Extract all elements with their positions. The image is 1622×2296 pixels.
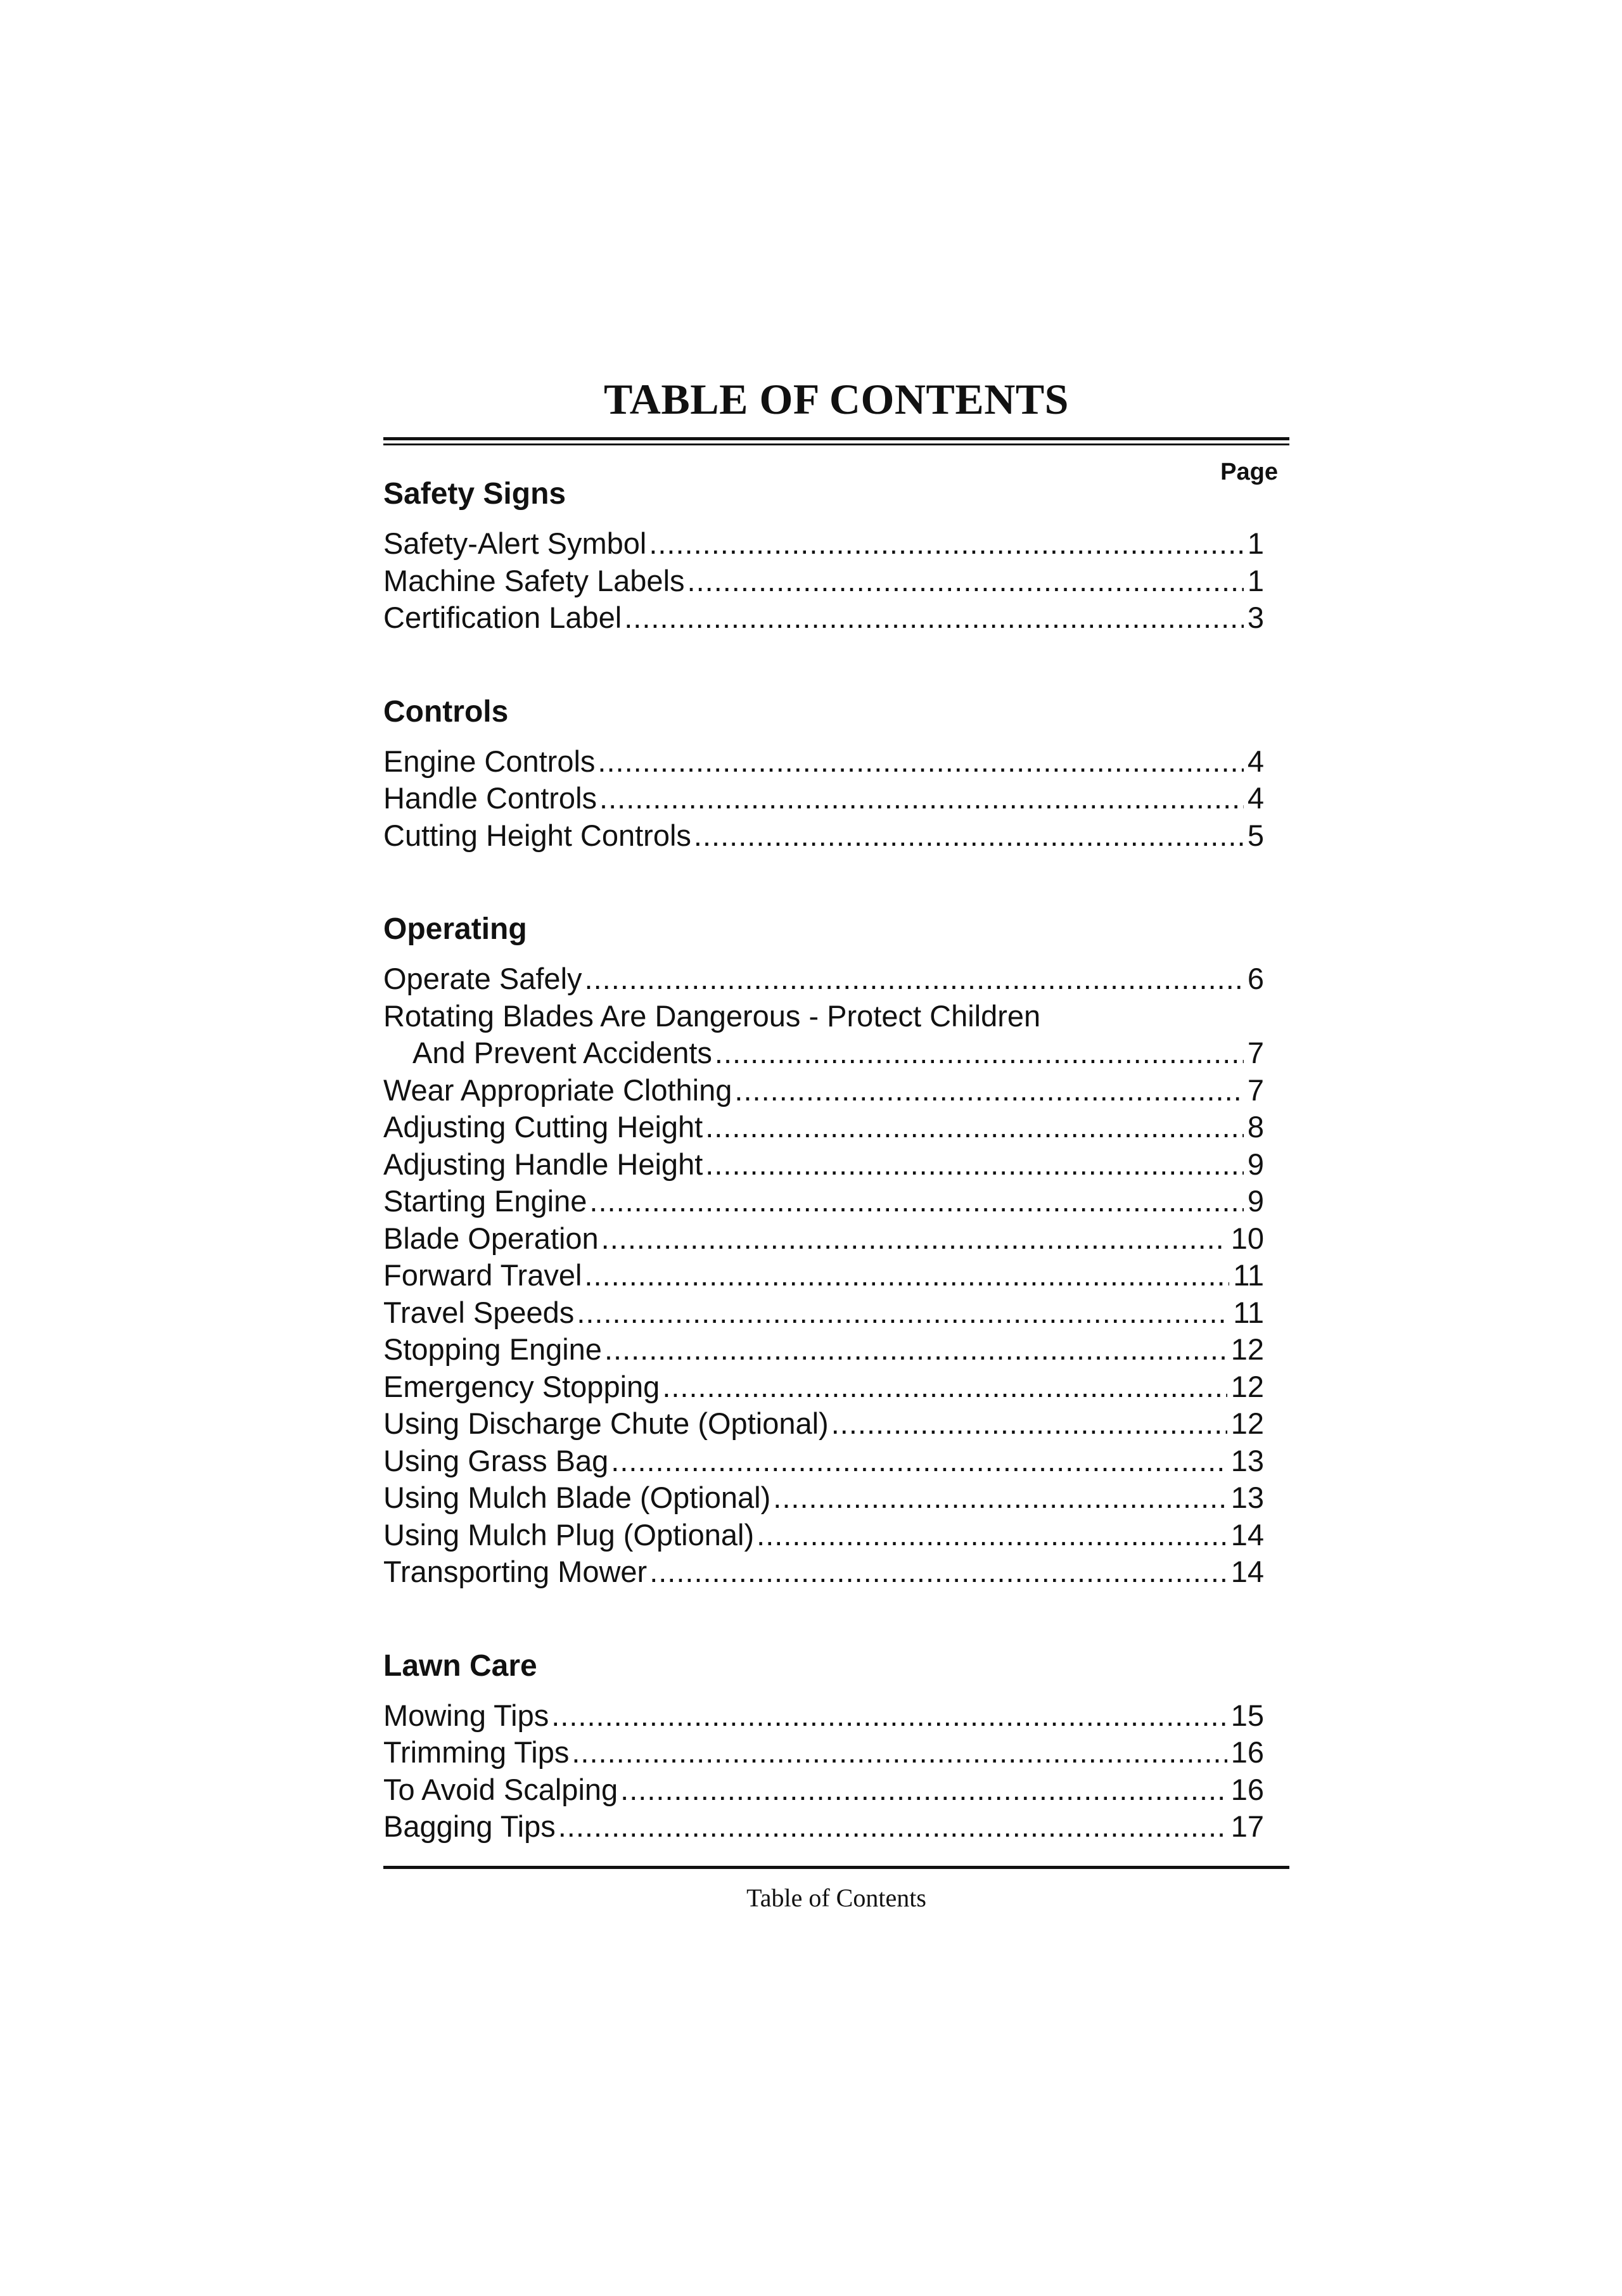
entry-page-number: 1: [1247, 526, 1264, 560]
entry-page-number: 11: [1233, 1258, 1264, 1292]
entry-label: Engine Controls: [383, 744, 596, 778]
entry-page-number: 9: [1247, 1184, 1264, 1218]
dot-leader: [572, 1734, 1227, 1771]
dot-leader: [715, 1035, 1244, 1072]
entry-page-number: 11: [1233, 1295, 1264, 1329]
dot-leader: [705, 1109, 1244, 1146]
entry-label: Certification Label: [383, 601, 622, 634]
entry-page-number: 12: [1230, 1369, 1264, 1403]
entry-page-number: 3: [1247, 601, 1264, 634]
entry-page-number: 16: [1230, 1772, 1264, 1806]
entry-label: Transporting Mower: [383, 1555, 648, 1588]
entry-label: Emergency Stopping: [383, 1369, 660, 1403]
dot-leader: [584, 1257, 1229, 1294]
dot-leader: [597, 743, 1243, 781]
entry-page-number: 7: [1247, 1036, 1264, 1069]
section-heading: Operating: [383, 912, 527, 946]
entry-page-number: 8: [1247, 1110, 1264, 1144]
entry-label: Adjusting Handle Height: [383, 1147, 703, 1181]
entry-page-number: 12: [1230, 1332, 1264, 1366]
section-heading: Lawn Care: [383, 1649, 537, 1683]
entry-label: And Prevent Accidents: [412, 1036, 712, 1069]
dot-leader: [620, 1771, 1227, 1809]
dot-leader: [734, 1072, 1243, 1109]
entry-page-number: 13: [1230, 1481, 1264, 1514]
toc-page: [383, 374, 1289, 1846]
dot-leader: [773, 1479, 1227, 1517]
entry-label: Trimming Tips: [383, 1735, 570, 1769]
dot-leader: [831, 1405, 1227, 1443]
entry-label: Using Discharge Chute (Optional): [383, 1406, 829, 1440]
toc-entry[interactable]: [383, 998, 1264, 1035]
entry-page-number: 10: [1230, 1221, 1264, 1255]
entry-label: Using Grass Bag: [383, 1443, 609, 1477]
toc-entry[interactable]: [383, 1257, 1264, 1294]
entry-label: Starting Engine: [383, 1184, 587, 1218]
toc-entry[interactable]: [383, 960, 1264, 998]
toc-entry[interactable]: [383, 1734, 1264, 1771]
entry-label: Wear Appropriate Clothing: [383, 1073, 732, 1107]
dot-leader: [585, 960, 1244, 998]
page-footer: Table of Contents: [746, 1884, 926, 1912]
toc-entry[interactable]: [383, 1517, 1264, 1554]
toc-entry[interactable]: [383, 1035, 1264, 1072]
toc-entry[interactable]: [383, 599, 1264, 637]
entry-page-number: 4: [1247, 781, 1264, 815]
entry-label: Travel Speeds: [383, 1295, 575, 1329]
entry-label: Adjusting Cutting Height: [383, 1110, 703, 1144]
toc-entry[interactable]: [383, 1553, 1264, 1591]
entry-label: Machine Safety Labels: [383, 563, 685, 597]
section-heading: Safety Signs: [383, 477, 566, 511]
dot-leader: [558, 1808, 1227, 1846]
dot-leader: [705, 1146, 1244, 1183]
toc-entry[interactable]: [383, 1109, 1264, 1146]
section-safety-signs: [383, 472, 1289, 637]
toc-entry[interactable]: [383, 817, 1264, 855]
dot-leader: [694, 817, 1244, 855]
toc-entry[interactable]: [383, 743, 1264, 781]
dot-leader: [551, 1697, 1227, 1735]
entry-page-number: 6: [1247, 962, 1264, 995]
dot-leader: [577, 1294, 1229, 1332]
dot-leader: [687, 563, 1244, 600]
toc-entry[interactable]: [383, 563, 1264, 600]
page-title: TABLE OF CONTENTS: [604, 375, 1069, 423]
section-lawn-care: [383, 1644, 1289, 1846]
entry-page-number: 12: [1230, 1406, 1264, 1440]
dot-leader: [662, 1368, 1227, 1406]
dot-leader: [599, 780, 1244, 817]
entry-label: Handle Controls: [383, 781, 597, 815]
toc-entry[interactable]: [383, 1771, 1264, 1809]
entry-label: Mowing Tips: [383, 1698, 549, 1732]
entry-page-number: 15: [1230, 1698, 1264, 1732]
toc-entry[interactable]: [383, 1405, 1264, 1443]
entry-label: Using Mulch Blade (Optional): [383, 1481, 771, 1514]
entry-label: Cutting Height Controls: [383, 818, 691, 852]
dot-leader: [649, 1553, 1227, 1591]
entry-page-number: 1: [1247, 563, 1264, 597]
entry-label: Blade Operation: [383, 1221, 599, 1255]
entry-label: To Avoid Scalping: [383, 1772, 618, 1806]
toc-entry[interactable]: [383, 780, 1264, 817]
entry-label: Forward Travel: [383, 1258, 582, 1292]
entry-page-number: 13: [1230, 1443, 1264, 1477]
entry-label: Stopping Engine: [383, 1332, 602, 1366]
footer-rule: [383, 1866, 1289, 1869]
toc-entry[interactable]: [383, 1072, 1264, 1109]
toc-entry[interactable]: [383, 1808, 1264, 1846]
section-heading: Controls: [383, 694, 509, 729]
dot-leader: [589, 1183, 1243, 1220]
dot-leader: [604, 1331, 1227, 1368]
dot-leader: [601, 1220, 1227, 1258]
entry-page-number: 17: [1230, 1809, 1264, 1843]
entry-page-number: 14: [1230, 1517, 1264, 1552]
toc-entry[interactable]: [383, 1294, 1264, 1332]
toc-entry[interactable]: [383, 525, 1264, 563]
toc-entry[interactable]: [383, 1331, 1264, 1368]
toc-entry[interactable]: [383, 1220, 1264, 1258]
page-column-label: Page: [1220, 459, 1278, 485]
toc-entry[interactable]: [383, 1443, 1264, 1480]
dot-leader: [611, 1443, 1227, 1480]
entry-label: Rotating Blades Are Dangerous - Protect Children: [383, 998, 1041, 1033]
entry-label: Using Mulch Plug (Optional): [383, 1517, 755, 1552]
entry-page-number: 9: [1247, 1147, 1264, 1181]
entry-page-number: 16: [1230, 1735, 1264, 1769]
entry-page-number: 4: [1247, 744, 1264, 778]
toc-entry[interactable]: [383, 1368, 1264, 1406]
entry-page-number: 5: [1247, 818, 1264, 852]
toc-entry[interactable]: [383, 1697, 1264, 1735]
dot-leader: [649, 525, 1244, 563]
section-controls: [383, 690, 1289, 855]
entry-label: Safety-Alert Symbol: [383, 526, 647, 560]
entry-page-number: 14: [1230, 1555, 1264, 1588]
entry-page-number: 7: [1247, 1073, 1264, 1107]
toc-entry[interactable]: [383, 1146, 1264, 1183]
title-double-rule: [383, 437, 1289, 445]
dot-leader: [624, 599, 1244, 637]
toc-entry[interactable]: [383, 1183, 1264, 1220]
section-operating: [383, 907, 1289, 1591]
dot-leader: [757, 1517, 1227, 1554]
entry-label: Bagging Tips: [383, 1809, 556, 1843]
toc-entry[interactable]: [383, 1479, 1264, 1517]
entry-label: Operate Safely: [383, 962, 582, 995]
